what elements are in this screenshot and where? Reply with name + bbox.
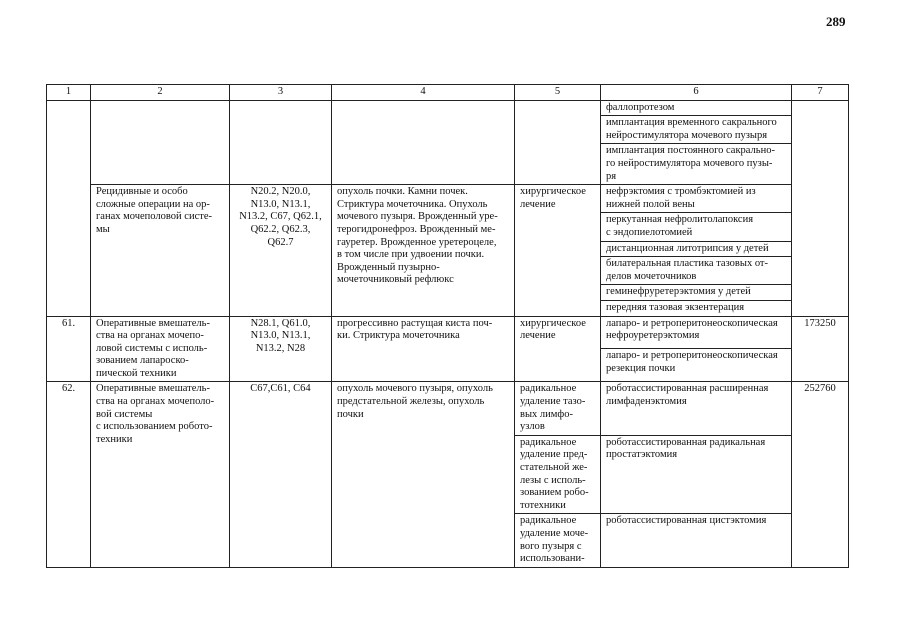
column-header: 4 [332,85,515,101]
table-row [47,100,849,116]
method-cell: билатеральная пластика тазовых от- делов мочеточников [601,257,792,285]
method-cell: роботассистированная радикальная простатэктомия [601,435,792,514]
column-header: 6 [601,85,792,101]
diagnosis-cell: опухоль почки. Камни почек. Стриктура мочеточника. Опухоль мочевого пузыря. Врожденный уре- терогидронефроз. Врожденный ме- гауретер. Врожденное уретероцеле, в том числе при удвоении почки. Врожденный пузырно- мочеточниковый рефлюкс [332,185,515,316]
method-cell: геминефруретерэктомия у детей [601,285,792,301]
cost-cell: 252760 [792,382,849,567]
diagnosis-cell: опухоль мочевого пузыря, опухоль предстательной железы, опухоль почки [332,382,515,567]
icd-codes-cell [230,100,332,185]
method-cell: фаллопротезом [601,100,792,116]
column-header: 2 [91,85,230,101]
method-cell: лапаро- и ретроперитонеоскопическая резекция почки [601,349,792,382]
column-header: 5 [515,85,601,101]
column-header: 7 [792,85,849,101]
method-cell: роботассистированная цистэктомия [601,514,792,567]
treatment-type-cell: хирургическое лечение [515,316,601,382]
method-cell: имплантация постоянного сакрально- го нейростимулятора мочевого пузы- ря [601,144,792,185]
diagnosis-cell: прогрессивно растущая киста поч- ки. Стриктура мочеточника [332,316,515,382]
method-cell: дистанционная литотрипсия у детей [601,241,792,257]
icd-codes-cell: C67,C61, C64 [230,382,332,567]
table-row [47,382,849,435]
icd-codes-cell: N20.2, N20.0, N13.0, N13.1, N13.2, C67, Q62.1, Q62.2, Q62.3, Q62.7 [230,185,332,316]
treatment-type-cell: радикальное удаление моче- вого пузыря с использовани- [515,514,601,567]
method-cell: роботассистированная расширенная лимфаденэктомия [601,382,792,435]
table-header-row [47,85,849,101]
group-name-cell: Оперативные вмешатель- ства на органах мочеполо- вой системы с использованием робото- техники [91,382,230,567]
treatment-type-cell: радикальное удаление пред- стательной же- лезы с исполь- зованием робо- тотехники [515,435,601,514]
row-number-cell [47,100,91,316]
method-cell: перкутанная нефролитолапоксия с эндопиелотомией [601,213,792,241]
column-header: 1 [47,85,91,101]
treatment-type-cell: хирургическое лечение [515,185,601,316]
group-name-cell: Рецидивные и особо сложные операции на ор- ганах мочеполовой систе- мы [91,185,230,316]
column-header: 3 [230,85,332,101]
group-name-cell [91,100,230,185]
procedures-table [46,84,849,568]
method-cell: имплантация временного сакрального нейростимулятора мочевого пузыря [601,116,792,144]
diagnosis-cell [332,100,515,185]
method-cell: нефрэктомия с тромбэктомией из нижней полой вены [601,185,792,213]
treatment-type-cell: радикальное удаление тазо- вых лимфо- узлов [515,382,601,435]
treatment-type-cell [515,100,601,185]
icd-codes-cell: N28.1, Q61.0, N13.0, N13.1, N13.2, N28 [230,316,332,382]
row-number-cell: 62. [47,382,91,567]
table-row [47,316,849,349]
method-cell: лапаро- и ретроперитонеоскопическая нефроуретерэктомия [601,316,792,349]
group-name-cell: Оперативные вмешатель- ства на органах мочепо- ловой системы с исполь- зованием лапароско- пической техники [91,316,230,382]
table-row [47,185,849,213]
cost-cell [792,100,849,316]
cost-cell: 173250 [792,316,849,382]
page-number: 289 [826,14,846,29]
method-cell: передняя тазовая экзентерация [601,300,792,316]
row-number-cell: 61. [47,316,91,382]
